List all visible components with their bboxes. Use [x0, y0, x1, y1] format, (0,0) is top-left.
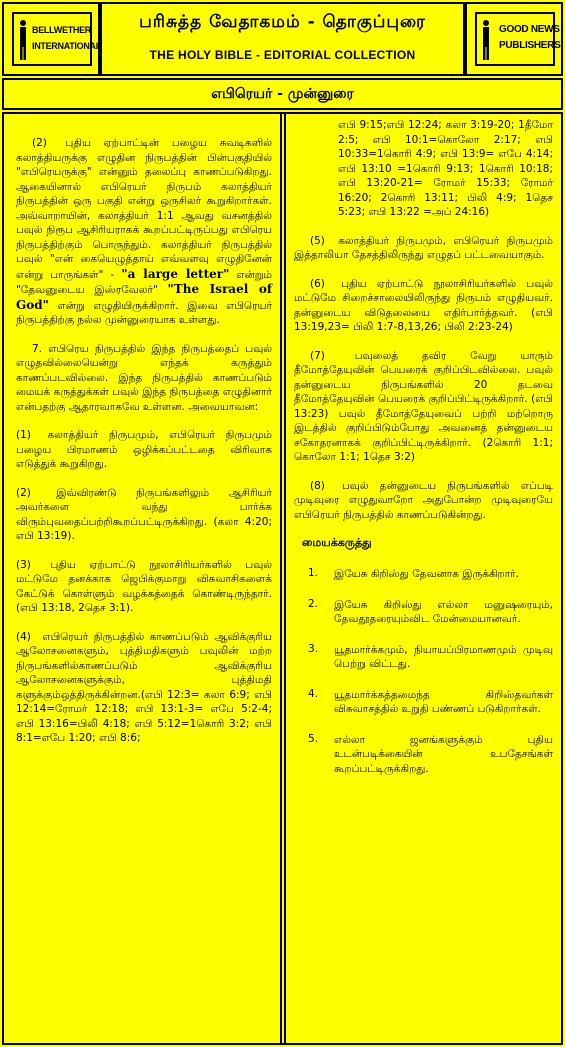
point-4 [16, 630, 272, 746]
good-news-logo-box [465, 4, 561, 74]
point-text: புதிய ஏற்பாட்டு நூலாசிரியர்களில் பவுல் மட்டுமே சிறைச்சாலையிலிருந்து நிருபம் எழுதியவர். தன்னுடைய விடுதலையை எதிர்பார்த்தவர். (எபி 13:19,23= பிலி 1:7-8,13,26; பிலி 2:23-24) [294, 277, 553, 333]
point-text: கலாத்தியர் நிருபமும், எபிரெயர் நிருபமும் பழைய பிரமாணம் ஒழிக்கப்பட்டதை விரிவாக எடுத்துக் கூறுகிறது. [16, 429, 272, 470]
point-text: பவுல் தன்னுடைய நிருபங்களில் எப்படி முடிவுரை எழுதுவாறோ அதுபோன்ற முடிவுரையே எபிரெயர் நிருபத்தில் காணப்படுகின்றது. [294, 479, 554, 521]
central-theme-heading: மையக்கருத்து [302, 536, 372, 549]
point-number: (6) [310, 277, 325, 290]
title-box [100, 4, 465, 74]
theme-number: 1. [308, 567, 319, 579]
point-number: (1) [16, 429, 31, 441]
point-4-continued [294, 118, 553, 220]
paragraph-text: என்றும் "தேவனுடைய இஸ்ரவேலர்" [16, 268, 273, 296]
point-5 [294, 234, 553, 263]
point-text: புதிய ஏற்பாட்டு நூலாசிரியர்களில் பவுல் மட்டுமே தனக்காக ஜெபிக்குமாறு விசுவாசிகளைக் கேட்டுக் கொள்ளும் வழக்கத்தைக் கொண்டிருந்தார். (எபி 13:18, 2தெச 3:1). [16, 558, 272, 614]
paragraph-7 [16, 342, 272, 415]
paragraph-text: 7. எபிரெய நிருபத்தில் இந்த நிருபத்தைப் பவுல் எழுதவில்லையென்று எந்தக் கருத்தும் காணப்படவில்லை. இந்த நிருபத்தில் காணப்படும் மையக் கருத்துக்கள் பவுல் இந்த நிருபத்தை எழுதினார் என்பதற்கு ஆதாரவாகவே உள்ளன. அவையாவன: [16, 342, 272, 413]
paragraph-text: என்று எழுதியிருக்கிறார். இவை எபிரெயர் நிருபத்திற்கு நல்ல முன்னுரையாக உள்ளது. [16, 299, 273, 326]
theme-item [294, 643, 553, 672]
theme-number: 3. [308, 642, 319, 655]
theme-item [294, 733, 553, 777]
point-number: (5) [310, 234, 325, 247]
bellwether-logo-box [4, 4, 100, 74]
theme-text: யூதமார்க்கமும், நியாயப்பிரமாணமும் முடிவு பெற்று விட்டது. [334, 643, 553, 670]
point-8 [294, 479, 553, 523]
point-text: எபி 9:15;எபி 12:24; கலா 3:19-20; 1தீமோ 2:5; எபி 10:1=கொலோ 2:17; எபி 10:33=1கொரி 4:9; எபி 13:9= எபே 4:14; எபி 13:10 =1கொரி 9:13; 1கொரி 10:18; எபி 13:20-21= ரோமர் 15:33; ரோமர் 16:20; 2கொரி 13:11; பிலி 4:9; 1தெச 5:23; எபி 13:22 =அப் 24:16) [338, 119, 553, 218]
theme-number: 5. [308, 732, 319, 745]
point-1 [16, 428, 272, 472]
figure-icon [17, 18, 29, 62]
good-news-logo [475, 12, 561, 66]
good-news-logo-text [499, 22, 560, 54]
bellwether-logo-text [32, 22, 101, 54]
logo-line-2: INTERNATIONAL [32, 41, 101, 51]
paragraph-number: (2) [32, 137, 47, 149]
point-text: எபிரெயர் நிருபத்தில் காணப்படும் ஆவிக்குரிய ஆலோசனைகளும், புத்திமதிகளும் பவுலின் மற்ற நிருபங்களில்காணப்படும் ஆவிக்குரிய ஆலோசனைகளுக்கும், புத்திமதி களுக்கும்ஒத்திருக்கின்றன.(எபி 12:3= கலா 6:9; எபி 12:14=ரோமர் 12:18; எபி 13:1-3= எபே 5:2-4; எபி 13:16=பிலி 4:18; எபி 5:12=1கொரி 3:2; எபி 8:1=எபே 1:20; எபி 8:6; [16, 630, 272, 744]
theme-text: யூதமார்க்கத்தமைந்த கிறிஸ்தவர்கள் விசுவாசத்தில் உறுதி பண்ணப் படுகிறார்கள். [334, 688, 553, 715]
english-quote: "The Israel of God" [16, 282, 272, 312]
point-text: இவ்விரண்டு நிருபங்களிலும் ஆசிரியர் அவர்களை வந்து பார்க்க விரும்புவதைப்பற்றிகூறப்பட்டிருக்கிறது. (கலா 4:20; எபி 13:19). [16, 486, 272, 542]
point-number: (3) [16, 558, 31, 571]
logo-line-2: PUBLISHERS [499, 40, 561, 51]
point-3 [16, 558, 272, 616]
point-number: (8) [310, 479, 325, 492]
page-header [2, 2, 563, 76]
content-frame [2, 112, 563, 1045]
point-7 [294, 349, 553, 465]
english-quote: "a large letter" [121, 266, 230, 281]
theme-number: 2. [308, 597, 319, 610]
paragraph-2 [16, 136, 272, 328]
right-column [286, 118, 561, 792]
logo-line-1: GOOD NEWS [499, 24, 560, 35]
theme-number: 4. [308, 687, 319, 700]
paragraph-text: புதிய ஏற்பாட்டின் பழைய சுவடிகளில் கலாத்தியருக்கு எழுதின நிருபத்தின் பின்பகுதியில் "எபிரெயருக்கு" என்னும் தலைப்பு காணப்படுகிறது. ஆகையினால் எபிரெயர் நிருபம் கலாத்தியர் நிருபத்தின் ஒரு பகுதி என்று ஒருசிலர் கூறுகிறார்கள். அவ்வாறாயின், கலாத்தியர் 1:1 ஆவது வசனத்தில் பவுல் நிரூப ஆசிரியராகக் கூறப்பட்டிருப்பது எபிரெய நிருபத்திற்கும் பொருந்தும். கலாத்தியர் நிருபத்தில் பவுல் "என் கையெழுத்தாய் எவ்வளவு எழுதினேன் என்று பாருங்கள்" - [16, 137, 272, 281]
section-subtitle: எபிரெயர் - முன்னுரை [2, 78, 563, 110]
theme-text: இயேசு கிறிஸ்து எல்லா மனுஷரையும், தேவதூதரையும்விட மேன்மையானவர். [334, 598, 553, 625]
title-tamil: பரிசுத்த வேதாகமம் - தொகுப்புரை [139, 12, 426, 32]
point-6 [294, 277, 553, 335]
theme-text: இயேசு கிறிஸ்து தேவனாக இருக்கிறார். [334, 568, 520, 580]
theme-text: எல்லா ஜனங்களுக்கும் புதிய உடன்படிக்கையின் உபதேசங்கள் கூறப்பட்டிருக்கிறது. [334, 733, 553, 775]
point-text: கலாத்தியர் நிருபமும், எபிரெயர் நிருபமும் இத்தாலியா தேசத்திலிருந்து எழுதப் பட்டவையாகும். [294, 234, 553, 261]
title-english: THE HOLY BIBLE - EDITORIAL COLLECTION [149, 48, 416, 62]
theme-item [294, 598, 553, 627]
left-column [4, 118, 280, 760]
central-theme-list [294, 567, 553, 776]
point-text: பவுலைத் தவிர வேறு யாரும் தீமோத்தேயுவின் பெயரைக் குறிப்பிடவில்லை. பவுல் தன்னுடைய நிருபங்களில் 20 தடவை தீமோத்தேயுவின் பெயரைக் குறிப்பிட்டிருக்கிறார். (எபி 13:23) பவுல் தீமோத்தேயுவைப் பற்றி மற்றொரு இடத்தில் குறிப்பிடும்போது அவனைத் தன்னுடைய சகோதரனாகக் குறிப்பிட்டிருக்கிறார். (2கொரி 1:1; கொலோ 1:1; 1தெச 3:2) [294, 349, 553, 463]
point-2 [16, 486, 272, 544]
figure-icon [480, 18, 492, 62]
theme-item [294, 567, 553, 582]
logo-line-1: BELLWETHER [32, 25, 91, 35]
bellwether-logo [12, 12, 101, 66]
point-number: (7) [310, 349, 325, 362]
theme-item [294, 688, 553, 717]
point-number: (4) [16, 630, 31, 643]
point-number: (2) [16, 486, 31, 499]
